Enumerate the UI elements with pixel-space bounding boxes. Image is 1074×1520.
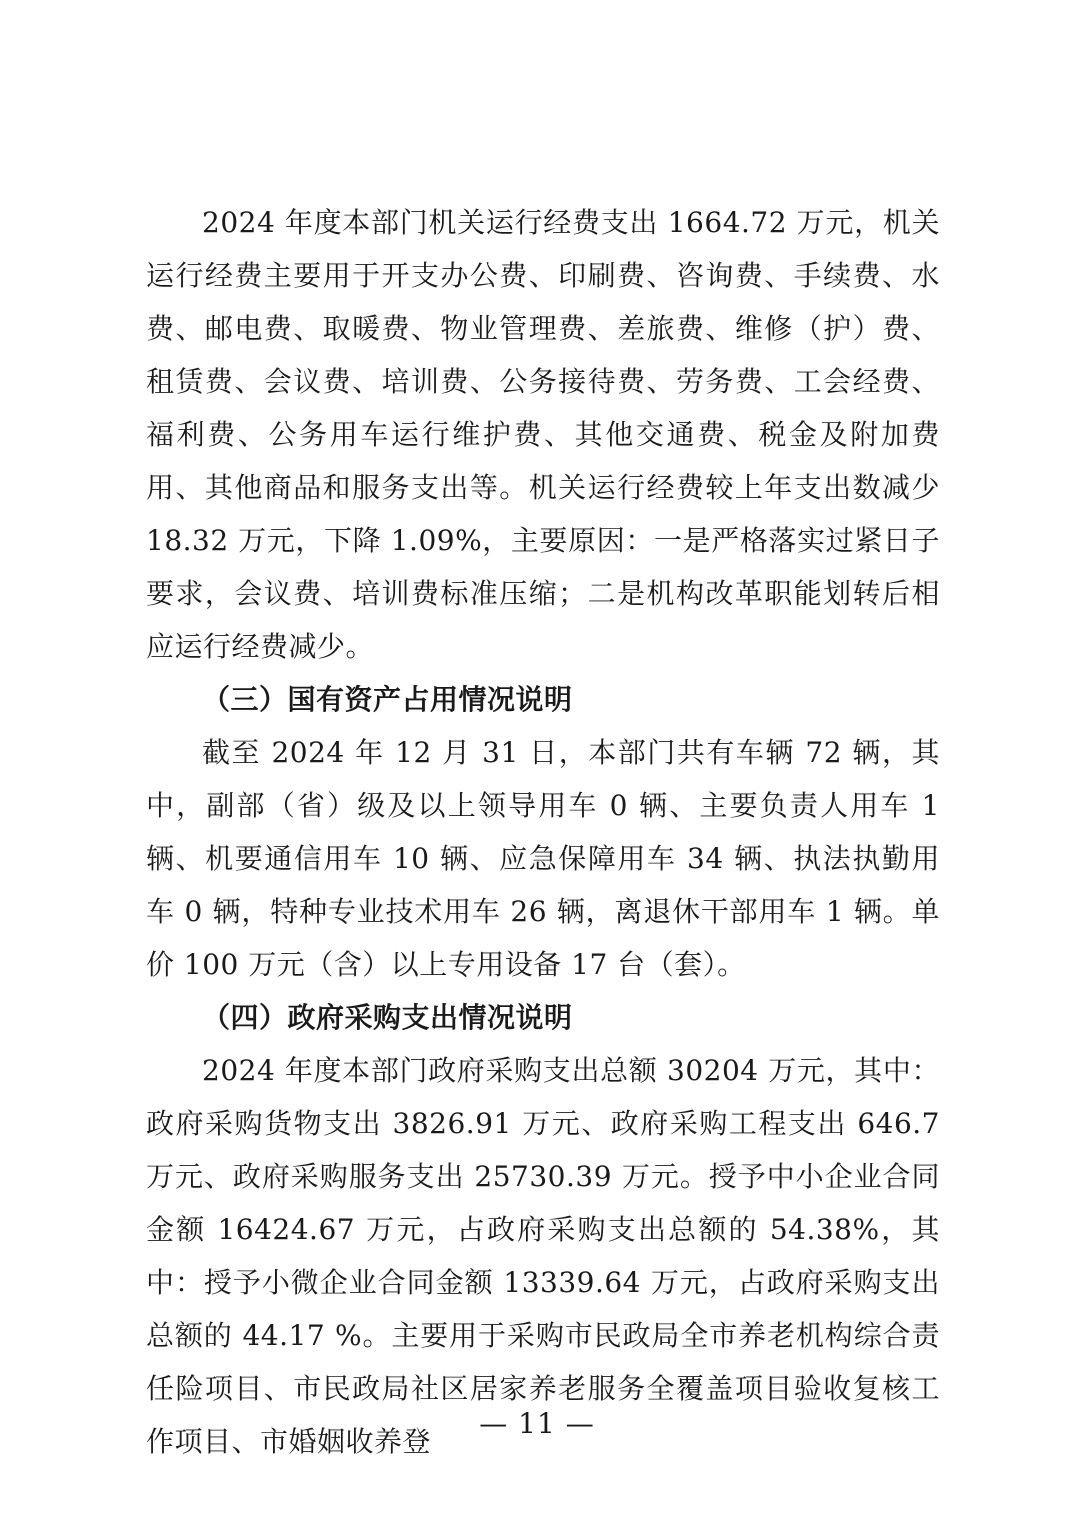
paragraph-state-assets: 截至 2024 年 12 月 31 日，本部门共有车辆 72 辆，其中，副部（省）级及以上领导用车 0 辆、主要负责人用车 1 辆、机要通信用车 10 辆、应急保障用车 34 辆、执法执勤用车 0 辆，特种专业技术用车 26 辆，离退休干部用车 1 辆。单价 100 万元（含）以上专用设备 17 台（套）。: [146, 736, 940, 981]
section-heading-state-assets: （三）国有资产占用情况说明: [202, 683, 573, 716]
paragraph-government-procurement: 2024 年度本部门政府采购支出总额 30204 万元，其中：政府采购货物支出 3826.91 万元、政府采购工程支出 646.7 万元、政府采购服务支出 25730.39 万元。授予中小企业合同金额 16424.67 万元，占政府采购支出总额的 54.38%，其中：授予小微企业合同金额 13339.64 万元，占政府采购支出总额的 44.17 %。主要用于采购市民政局全市养老机构综合责任险项目、市民政局社区居家养老服务全覆盖项目验收复核工作项目、市婚姻收养登: [146, 1054, 940, 1458]
paragraph-operating-expenses: 2024 年度本部门机关运行经费支出 1664.72 万元，机关运行经费主要用于开支办公费、印刷费、咨询费、手续费、水费、邮电费、取暖费、物业管理费、差旅费、维修（护）费、租赁费、会议费、培训费、公务接待费、劳务费、工会经费、福利费、公务用车运行维护费、其他交通费、税金及附加费用、其他商品和服务支出等。机关运行经费较上年支出数减少 18.32 万元，下降 1.09%，主要原因：一是严格落实过紧日子要求，会议费、培训费标准压缩；二是机构改革职能划转后相应运行经费减少。: [146, 206, 940, 663]
page-number: — 11 —: [479, 1407, 595, 1440]
document-body: [146, 196, 940, 1468]
section-heading-government-procurement: （四）政府采购支出情况说明: [202, 1001, 573, 1034]
